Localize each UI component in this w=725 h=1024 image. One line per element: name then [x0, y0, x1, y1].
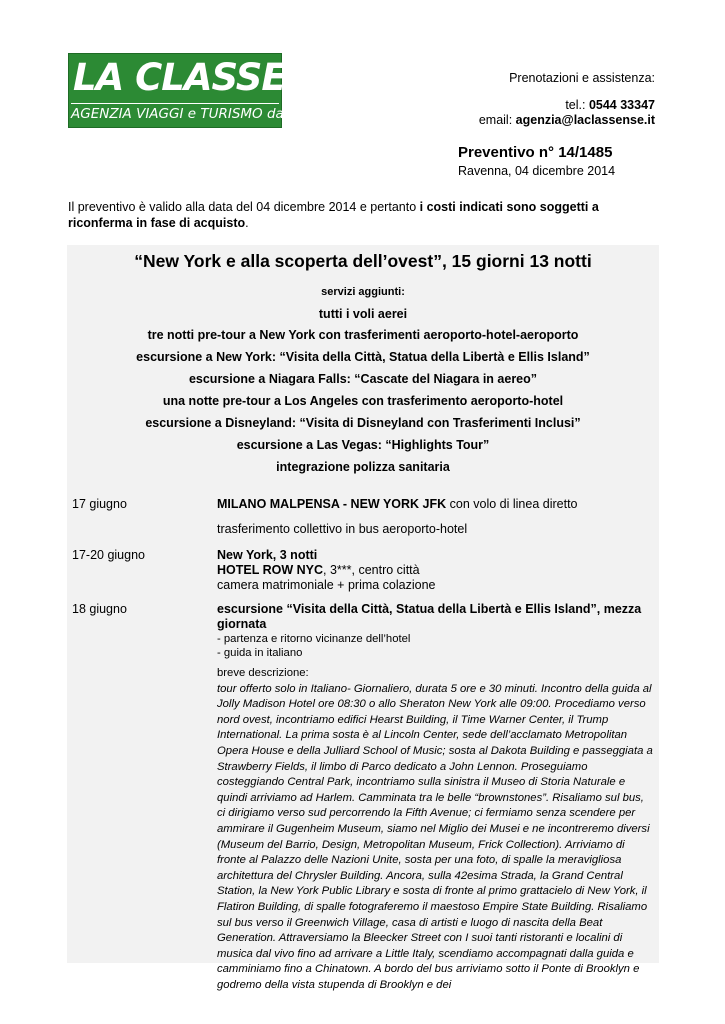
itinerary-date: 17-20 giugno	[72, 548, 145, 562]
contact-phone	[565, 98, 655, 113]
agency-logo	[68, 53, 366, 128]
validity-bold: i costi indicati sono soggetti a riconferma in fase di acquisto	[68, 200, 599, 230]
phone-label: tel.:	[565, 98, 589, 112]
stay-hotel	[217, 563, 653, 578]
excursion-note: - guida in italiano	[217, 647, 303, 659]
itinerary-date: 17 giugno	[72, 497, 127, 511]
hotel-name: HOTEL ROW NYC	[217, 563, 324, 577]
itinerary-stay	[217, 548, 653, 593]
itinerary-date: 18 giugno	[72, 602, 127, 616]
flight-route: MILANO MALPENSA - NEW YORK JFK	[217, 497, 447, 511]
logo-title: LA CLASSENSE	[73, 56, 366, 99]
email-address[interactable]: agenzia@laclassense.it	[515, 113, 655, 127]
description-text: tour offerto solo in Italiano- Giornaliero, durata 5 ore e 30 minuti. Incontro della guida al Jolly Madison Hotel ore 08:30 o allo Sheraton New York alle 09:00. Procediamo verso nord ovest, incontriamo edifici Hearst Building, il Time Warner Center, il Trump International. La prima sosta è al Lincoln Center, sede dell’acclamato Metropolitan Opera House e della Julliard School of Music; sosta al Dakota Building e passeggiata a Strawberry Fields, il limbo di Parco dedicato a John Lennon. Proseguiamo costeggiando Central Park, incontriamo sulla sinistra il Museo di Storia Naturale e quindi arriviamo ad Harlem. Camminata tra le belle “brownstones”. Risaliamo sul bus, ci dirigiamo verso sud percorrendo la Fifth Avenue; ci fermiamo senza scendere per ammirare il Gugenheim Museum, siamo nel Miglio dei Musei e ne incontreremo diversi (Museum del Barrio, Design, Metropolitan Museum, Frick Collection). Arriviamo di fronte al Palazzo delle Nazioni Unite, sosta per una foto, di spalle la meravigliosa architettura del Chrysler Building. Ancora, sulla 42esima Strada, la Grand Central Station, la New York Public Library e sosta di fronte al primo grattacielo di New York, il Flatiron Building, di spalle fotograferemo il maestoso Empire State Building. Risaliamo sul bus verso il Greenwich Village, casa di artisti e luogo di nascita della Beat Generation. Attraversiamo la Bleecker Street con I suoi tanti ristoranti e localini di musica dal vivo fino ad arrivare a Little Italy, scendiamo accompagnati dalla guida e camminiamo fino a Chinatown. A bordo del bus arriviamo sotto il Ponte di Brooklyn e godremo della vista stupenda di Brooklyn e dei	[217, 682, 653, 991]
stay-city: New York, 3 notti	[217, 548, 318, 562]
excursion-title: escursione “Visita della Città, Statua della Libertà e Ellis Island”, mezza giornata	[217, 602, 642, 631]
services-heading: servizi aggiunti:	[321, 286, 405, 298]
quote-panel	[67, 245, 659, 991]
itinerary-transfer: trasferimento collettivo in bus aeroporto-hotel	[217, 522, 468, 536]
logo-subtitle: AGENZIA VIAGGI e TURISMO dal 1970	[71, 103, 279, 123]
service-item: una notte pre-tour a Los Angeles con trasferimento aeroporto-hotel	[162, 394, 564, 408]
hotel-detail: , 3***, centro città	[323, 563, 420, 577]
email-label: email:	[478, 113, 516, 127]
description-label: breve descrizione:	[217, 667, 309, 679]
stay-room: camera matrimoniale + prima colazione	[217, 578, 436, 592]
excursion-description	[217, 666, 655, 993]
service-item: tutti i voli aerei	[318, 307, 408, 321]
trip-title: “New York e alla scoperta dell’ovest”, 15 giorni 13 notti	[134, 251, 592, 271]
validity-end: .	[245, 216, 249, 230]
service-item: escursione a Niagara Falls: “Cascate del Niagara in aereo”	[188, 372, 538, 386]
quote-number: Preventivo n° 14/1485	[458, 144, 613, 161]
flight-detail: con volo di linea diretto	[446, 497, 578, 511]
excursion-note: - partenza e ritorno vicinanze dell’hotel	[217, 633, 411, 645]
service-item: integrazione polizza sanitaria	[276, 460, 450, 474]
service-item: tre notti pre-tour a New York con trasferimenti aeroporto-hotel-aeroporto	[147, 328, 579, 342]
service-item: escursione a Las Vegas: “Highlights Tour”	[236, 438, 490, 452]
contact-email	[479, 113, 655, 128]
phone-number[interactable]: 0544 33347	[588, 98, 655, 112]
contact-heading: Prenotazioni e assistenza:	[509, 71, 655, 85]
validity-note	[68, 199, 658, 231]
itinerary-flight	[217, 497, 653, 512]
service-item: escursione a New York: “Visita della Città, Statua della Libertà e Ellis Island”	[136, 350, 590, 364]
validity-text: Il preventivo è valido alla data del 04 dicembre 2014 e pertanto	[68, 200, 420, 214]
service-item: escursione a Disneyland: “Visita di Disneyland con Trasferimenti Inclusi”	[145, 416, 581, 430]
quote-place-date: Ravenna, 04 dicembre 2014	[458, 164, 616, 178]
itinerary-excursion	[217, 602, 653, 660]
